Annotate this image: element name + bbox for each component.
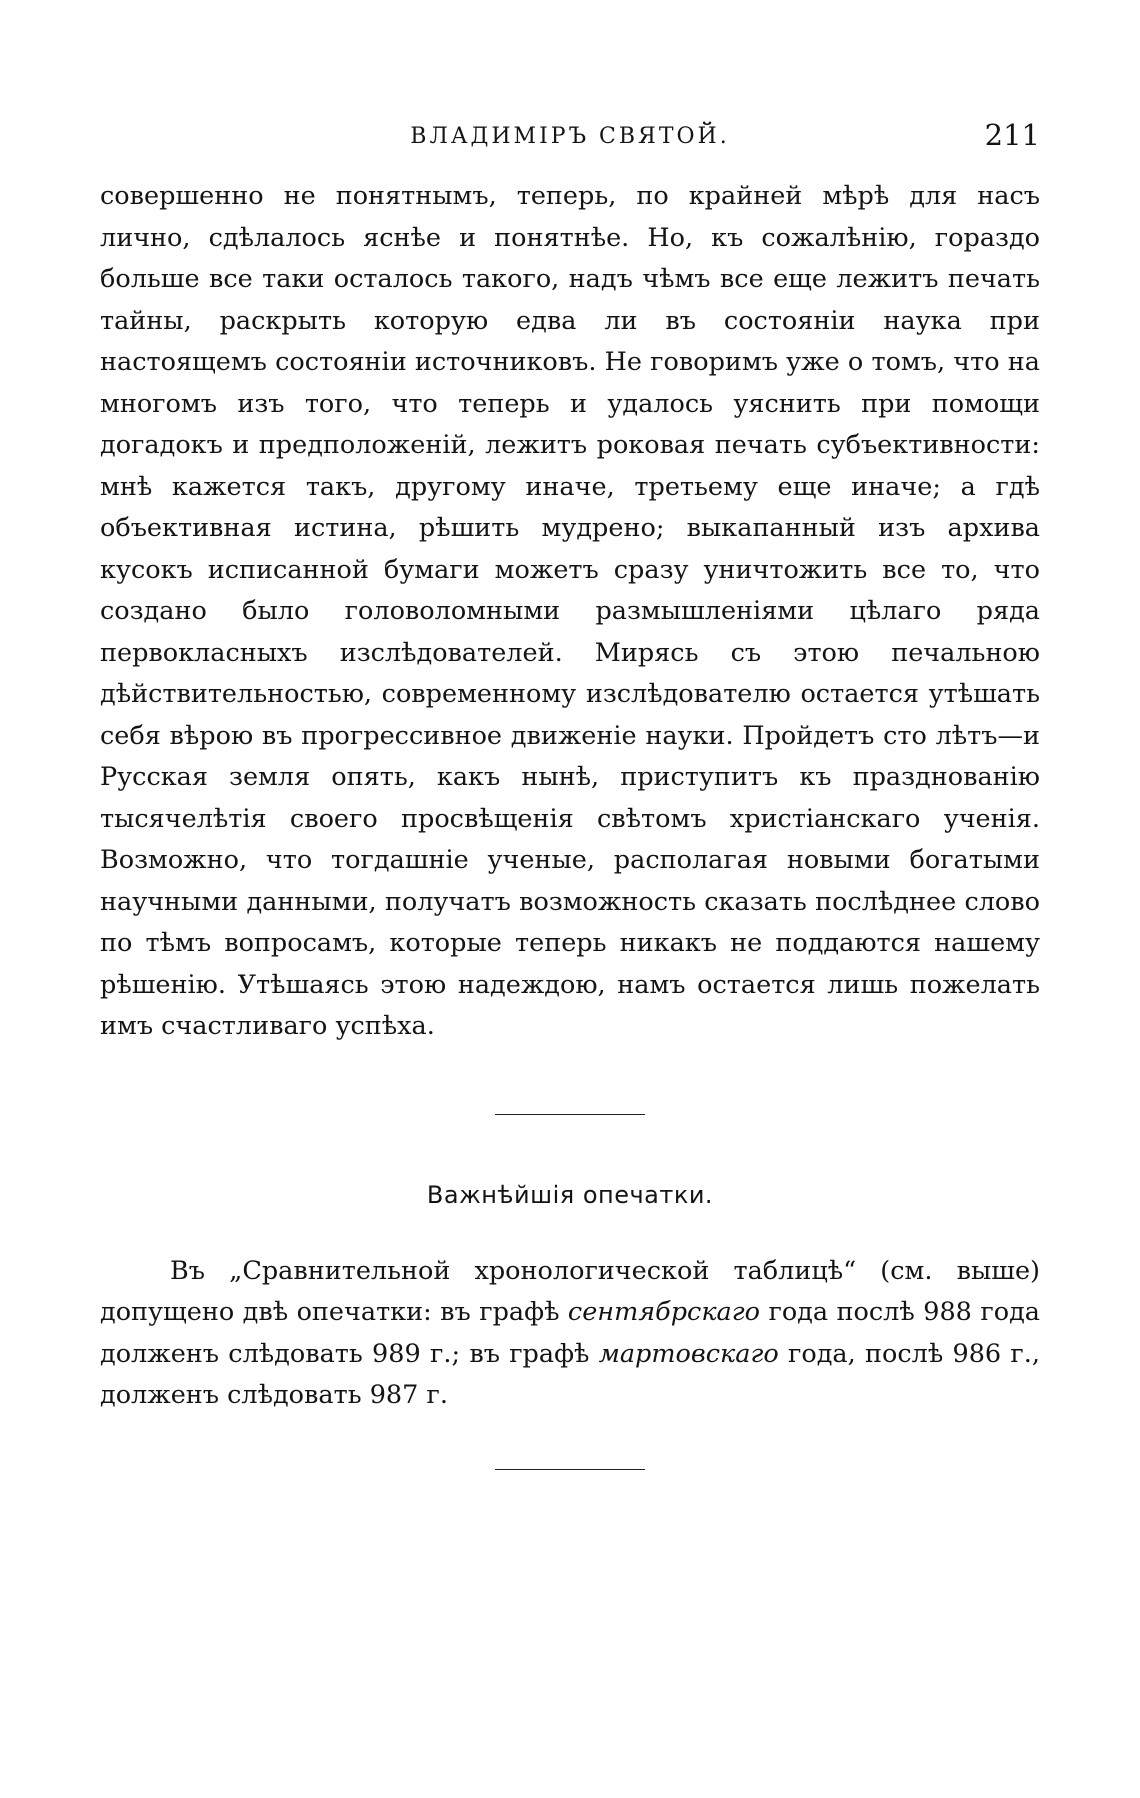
- errata-italic-month-1: сентябрскаго: [567, 1297, 760, 1327]
- end-divider: [495, 1469, 645, 1470]
- errata-text-part-1: Въ „Сравнительной хронологической таблицѣ“ (см. выше) допущено двѣ опечатки: въ графѣ: [100, 1255, 1040, 1327]
- errata-title: Важнѣйшія опечатки.: [426, 1180, 714, 1209]
- book-page: [100, 118, 1040, 1470]
- running-title: ВЛАДИМІРЪ СВЯТОЙ.: [410, 124, 730, 149]
- errata-text-part-2: года послѣ 988 года долженъ слѣдовать 989 г.; въ графѣ: [100, 1297, 1040, 1369]
- main-paragraph: совершенно не понятнымъ, теперь, по крайней мѣрѣ для насъ лично, сдѣлалось яснѣе и понятнѣе. Но, къ сожалѣнію, гораздо больше все таки осталось такого, надъ чѣмъ все еще лежитъ печать тайны, раскрыть которую едва ли въ состояніи наука при настоящемъ состояніи источниковъ. Не говоримъ уже о томъ, что на многомъ изъ того, что теперь и удалось уяснить при помощи догадокъ и предположеній, лежитъ роковая печать субъективности: мнѣ кажется такъ, другому иначе, третьему еще иначе; а гдѣ объективная истина, рѣшить мудрено; выкапанный изъ архива кусокъ исписанной бумаги можетъ сразу уничтожить все то, что создано было головоломными размышленіями цѣлаго ряда первокласныхъ изслѣдователей. Мирясь съ этою печальною дѣйствительностью, современному изслѣдователю остается утѣшать себя вѣрою въ прогрессивное движеніе науки. Пройдетъ сто лѣтъ—и Русская земля опять, какъ нынѣ, приступитъ къ празднованію тысячелѣтія своего просвѣщенія свѣтомъ христіанскаго ученія. Возможно, что тогдашніе ученые, располагая новыми богатыми научными данными, получатъ возможность сказать послѣднее слово по тѣмъ вопросамъ, которые теперь никакъ не поддаются нашему рѣшенію. Утѣшаясь этою надеждою, намъ остается лишь пожелать имъ счастливаго успѣха.: [100, 181, 1040, 1041]
- errata-text: [100, 1251, 1040, 1417]
- errata-paragraph: [100, 1251, 1040, 1417]
- page-header: [100, 118, 1040, 162]
- page-number: 211: [984, 118, 1040, 152]
- errata-italic-month-2: мартовскаго: [598, 1338, 779, 1369]
- main-text: [100, 176, 1040, 1048]
- errata-text-part-3: года, послѣ 986 г., долженъ слѣдовать 987 г.: [100, 1338, 1040, 1410]
- section-divider: [495, 1114, 645, 1115]
